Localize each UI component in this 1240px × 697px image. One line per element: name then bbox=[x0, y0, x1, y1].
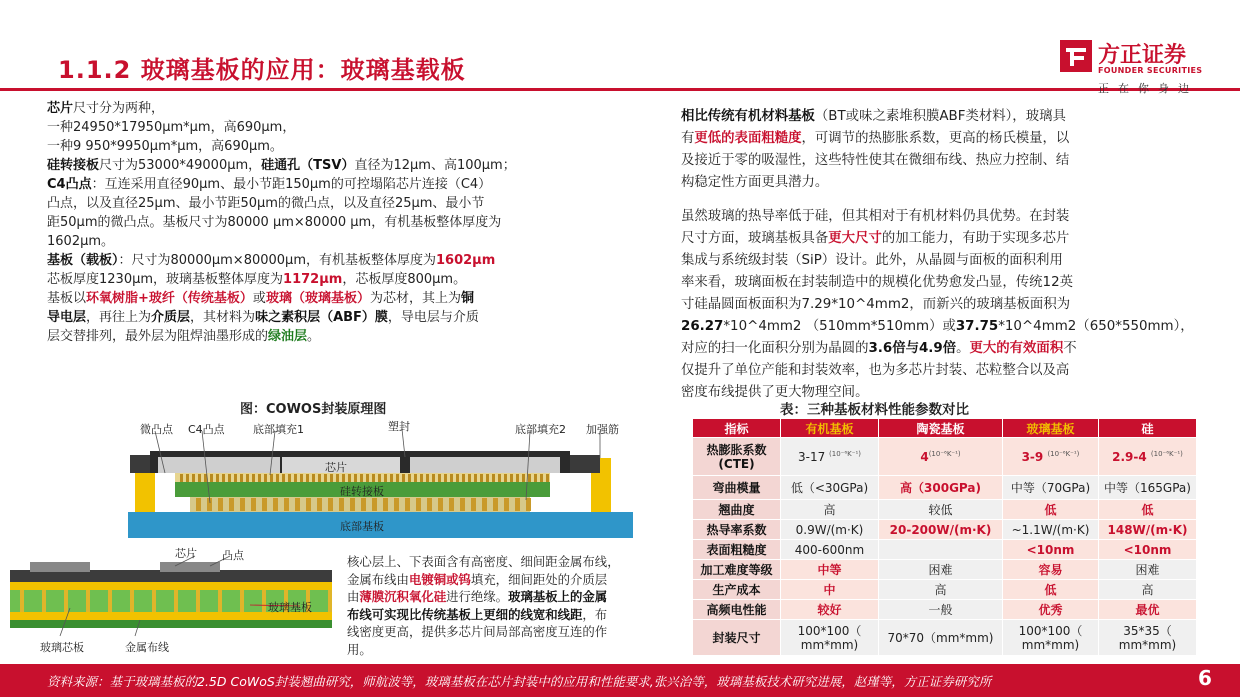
label-stiffener: 加强筋 bbox=[586, 423, 619, 436]
c4-bump bbox=[361, 498, 366, 511]
logo-name: 方正证券 bbox=[1098, 43, 1187, 68]
micro-bump bbox=[384, 474, 387, 482]
micro-bump bbox=[282, 474, 285, 482]
c4-bump bbox=[449, 498, 454, 511]
text-line: 寸硅晶圆面板面积为7.29*10^4mm2，而新兴的玻璃基板面积为 bbox=[681, 297, 1071, 312]
table-row: 封装尺寸 100*100（ mm*mm) 70*70（mm*mm) 100*100（ mm*mm) 35*35（ mm*mm) bbox=[693, 620, 1197, 656]
text-line: 硅转接板尺寸为53000*49000μm，硅通孔（TSV）直径为12μm、高100μm； bbox=[47, 158, 516, 173]
micro-bump bbox=[318, 474, 321, 482]
label-chip: 芯片 bbox=[175, 547, 197, 560]
micro-bump bbox=[198, 474, 201, 482]
micro-bump bbox=[540, 474, 543, 482]
glass-via bbox=[130, 590, 134, 612]
micro-bump bbox=[246, 474, 249, 482]
glass-via bbox=[328, 590, 332, 612]
text-line: 构稳定性方面更具潜力。 bbox=[681, 175, 829, 190]
text-line: 布线可实现比传统基板上更细的线宽和线距，布 bbox=[347, 606, 608, 622]
table-row: 表面粗糙度 400-600nm <10nm <10nm bbox=[693, 540, 1197, 560]
glass-substrate-description bbox=[347, 553, 679, 659]
micro-bump bbox=[396, 474, 399, 482]
text-line: 用。 bbox=[347, 641, 372, 657]
text-line: 虽然玻璃的热导率低于硅，但其相对于有机材料仍具优势。在封装 bbox=[681, 209, 1070, 224]
micro-bump bbox=[228, 474, 231, 482]
table-row: 热导率系数 0.9W/(m·K) 20-200W/(m·K) ~1.1W/(m·K) 148W/(m·K) bbox=[693, 520, 1197, 540]
text-line: 芯片尺寸分为两种， bbox=[47, 101, 165, 116]
figure-caption: 图：COWOS封装原理图 bbox=[240, 402, 387, 417]
table-row: 翘曲度 高 较低 低 低 bbox=[693, 500, 1197, 520]
c4-bump bbox=[405, 498, 410, 511]
micro-bump bbox=[498, 474, 501, 482]
table-header-row bbox=[693, 419, 1197, 438]
micro-bump bbox=[306, 474, 309, 482]
glass-substrate-diagram bbox=[0, 548, 345, 663]
label-bump: 凸点 bbox=[222, 549, 244, 562]
table-row: 热膨胀系数 (CTE) 3-17 $^{(10^{-6}K^{-1})}$ $4^{(10^{-6}K^{-1})}$ 3-9 $^{(10^{-6}K^{-1})}$ 2.9-4 $^{(10^{-6}K^{-1})}$ bbox=[693, 438, 1197, 476]
header-silicon: 硅 bbox=[1099, 419, 1197, 438]
micro-bump bbox=[348, 474, 351, 482]
c4-bump bbox=[262, 498, 267, 511]
table-caption: 表：三种基板材料性能参数对比 bbox=[780, 402, 969, 418]
title-divider bbox=[0, 88, 1240, 91]
micro-bump bbox=[336, 474, 339, 482]
c4-bump bbox=[383, 498, 388, 511]
page-title: 1.1.2 玻璃基板的应用：玻璃基载板 bbox=[58, 56, 466, 84]
micro-bump bbox=[294, 474, 297, 482]
text-line: 导电层，再往上为介质层，其材料为味之素积层（ABF）膜，导电层与介质 bbox=[47, 310, 479, 325]
c4-bump bbox=[328, 498, 333, 511]
micro-bump bbox=[180, 474, 183, 482]
c4-bump bbox=[306, 498, 311, 511]
c4-bump bbox=[515, 498, 520, 511]
micro-bump bbox=[210, 474, 213, 482]
micro-bump bbox=[252, 474, 255, 482]
text-line: 有更低的表面粗糙度，可调节的热膨胀系数，更高的杨氏模量，以 bbox=[681, 131, 1070, 146]
c4-bump bbox=[240, 498, 245, 511]
text-line: 及接近于零的吸湿性，这些特性使其在微细布线、热应力控制、结 bbox=[681, 153, 1070, 168]
text-line: 尺寸方面，玻璃基板具备更大尺寸的加工能力，有助于实现多芯片 bbox=[681, 231, 1070, 246]
micro-bump bbox=[474, 474, 477, 482]
text-line: 金属布线由电镀铜或钨填充，细间距处的介质层 bbox=[347, 571, 608, 587]
micro-bump bbox=[402, 474, 405, 482]
label-chip: 芯片 bbox=[325, 461, 347, 474]
label-c4-bump: C4凸点 bbox=[188, 423, 225, 436]
glass-via bbox=[218, 590, 222, 612]
micro-bump bbox=[234, 474, 237, 482]
label-micro-bump: 微凸点 bbox=[140, 423, 173, 436]
c4-bump bbox=[317, 498, 322, 511]
text-line: 核心层上、下表面含有高密度、细间距金属布线， bbox=[347, 554, 620, 569]
c4-bump bbox=[504, 498, 509, 511]
label-metal-wire: 金属布线 bbox=[125, 641, 169, 654]
micro-bump bbox=[462, 474, 465, 482]
text-line: 一种9 950*9950μm*μm，高690μm。 bbox=[47, 139, 283, 154]
c4-bump bbox=[350, 498, 355, 511]
micro-bump bbox=[300, 474, 303, 482]
text-line: 凸点，以及直径25μm、最小节距50μm的微凸点，以及直径25μm、最小节 bbox=[47, 196, 485, 211]
micro-bump bbox=[222, 474, 225, 482]
cowos-diagram bbox=[110, 415, 650, 550]
label-underfill1: 底部填充1 bbox=[253, 423, 304, 436]
micro-bump bbox=[492, 474, 495, 482]
c4-bump bbox=[427, 498, 432, 511]
c4-bump bbox=[416, 498, 421, 511]
text-line: 距50μm的微凸点。基板尺寸为80000 μm×80000 μm，有机基板整体厚度为 bbox=[47, 215, 502, 230]
header-organic: 有机基板 bbox=[781, 419, 879, 438]
c4-bump bbox=[284, 498, 289, 511]
header-glass: 玻璃基板 bbox=[1003, 419, 1099, 438]
c4-bump bbox=[471, 498, 476, 511]
micro-bump bbox=[192, 474, 195, 482]
header-metric: 指标 bbox=[693, 419, 781, 438]
c4-bump bbox=[482, 498, 487, 511]
glass-via bbox=[196, 590, 200, 612]
micro-bump bbox=[342, 474, 345, 482]
micro-bump bbox=[516, 474, 519, 482]
c4-bump bbox=[394, 498, 399, 511]
c4-bump bbox=[460, 498, 465, 511]
micro-bump bbox=[450, 474, 453, 482]
table-row: 生产成本 中 高 低 高 bbox=[693, 580, 1197, 600]
glass-via bbox=[262, 590, 266, 612]
micro-bump bbox=[324, 474, 327, 482]
c4-bump bbox=[196, 498, 201, 511]
table-row: 弯曲模量 低（<30GPa) 高（300GPa) 中等（70GPa) 中等（165GPa) bbox=[693, 476, 1197, 500]
micro-bump bbox=[360, 474, 363, 482]
logo-english-name: FOUNDER SECURITIES bbox=[1098, 66, 1203, 75]
founder-logo-icon bbox=[1060, 40, 1092, 72]
label-interposer: 硅转接板 bbox=[340, 485, 384, 498]
micro-bump bbox=[528, 474, 531, 482]
table-row: 加工难度等级 中等 困难 容易 困难 bbox=[693, 560, 1197, 580]
label-mold: 塑封 bbox=[388, 420, 410, 433]
glass-via bbox=[86, 590, 90, 612]
micro-bump bbox=[276, 474, 279, 482]
text-line: 芯板厚度1230μm，玻璃基板整体厚度为1172μm，芯板厚度800μm。 bbox=[47, 272, 467, 287]
micro-bump bbox=[504, 474, 507, 482]
label-underfill2: 底部填充2 bbox=[515, 423, 566, 436]
right-text-block bbox=[681, 106, 1206, 404]
micro-bump bbox=[312, 474, 315, 482]
glass-via bbox=[108, 590, 112, 612]
micro-bump bbox=[330, 474, 333, 482]
c4-bump bbox=[273, 498, 278, 511]
micro-bump bbox=[426, 474, 429, 482]
material-comparison-table bbox=[692, 418, 1197, 656]
micro-bump bbox=[414, 474, 417, 482]
label-substrate: 底部基板 bbox=[340, 520, 384, 533]
micro-bump bbox=[264, 474, 267, 482]
text-line: 仅提升了单位产能和封装效率，也为多芯片封装、芯粒整合以及高 bbox=[681, 363, 1070, 378]
micro-bump bbox=[390, 474, 393, 482]
micro-bump bbox=[456, 474, 459, 482]
c4-bump bbox=[251, 498, 256, 511]
micro-bump bbox=[546, 474, 549, 482]
micro-bump bbox=[444, 474, 447, 482]
micro-bump bbox=[510, 474, 513, 482]
micro-bump bbox=[216, 474, 219, 482]
micro-bump bbox=[480, 474, 483, 482]
glass-via bbox=[64, 590, 68, 612]
c4-bump bbox=[372, 498, 377, 511]
glass-via bbox=[20, 590, 24, 612]
micro-bump bbox=[486, 474, 489, 482]
text-line: 一种24950*17950μm*μm，高690μm， bbox=[47, 120, 296, 135]
micro-bump bbox=[432, 474, 435, 482]
text-line: 由薄膜沉积氧化硅进行绝缘。玻璃基板上的金属 bbox=[347, 589, 608, 605]
left-text-block bbox=[47, 99, 642, 346]
c4-bump bbox=[526, 498, 531, 511]
text-line: 率来看，玻璃面板在封装制造中的规模化优势愈发凸显，传统12英 bbox=[681, 275, 1073, 290]
c4-bump bbox=[218, 498, 223, 511]
text-line: 1602μm。 bbox=[47, 234, 115, 249]
label-glass-substrate: 玻璃基板 bbox=[268, 601, 312, 614]
text-line: C4凸点：互连采用直径90μm、最小节距150μm的可控塌陷芯片连接（C4） bbox=[47, 177, 492, 192]
glass-via bbox=[42, 590, 46, 612]
company-logo bbox=[1060, 38, 1210, 98]
micro-bump bbox=[420, 474, 423, 482]
micro-bump bbox=[408, 474, 411, 482]
micro-bump bbox=[258, 474, 261, 482]
label-glass-core: 玻璃芯板 bbox=[40, 641, 84, 654]
text-line: 26.27*10^4mm2 （510mm*510mm）或37.75*10^4mm2（650*550mm）， bbox=[681, 319, 1194, 334]
micro-bump bbox=[522, 474, 525, 482]
footer-source: 资料来源：基于玻璃基板的2.5D CoWoS封装翘曲研究，师航波等，玻璃基板在芯片封装中的应用和性能要求,张兴治等，玻璃基板技术研究进展，赵瑾等，方正证券研究所 bbox=[47, 674, 992, 689]
micro-bump bbox=[378, 474, 381, 482]
c4-bump bbox=[493, 498, 498, 511]
micro-bump bbox=[240, 474, 243, 482]
text-line: 基板以环氧树脂+玻纤（传统基板）或玻璃（玻璃基板）为芯材，其上为铜 bbox=[47, 291, 474, 306]
text-line: 基板（载板）：尺寸为80000μm×80000μm，有机基板整体厚度为1602μm bbox=[47, 253, 496, 268]
micro-bump bbox=[270, 474, 273, 482]
micro-bump bbox=[366, 474, 369, 482]
c4-bump bbox=[229, 498, 234, 511]
micro-bump bbox=[372, 474, 375, 482]
micro-bump bbox=[288, 474, 291, 482]
glass-via bbox=[240, 590, 244, 612]
table-row: 高频电性能 较好 一般 优秀 最优 bbox=[693, 600, 1197, 620]
page-number: 6 bbox=[1198, 666, 1212, 690]
micro-bump bbox=[438, 474, 441, 482]
text-line: 层交替排列，最外层为阻焊油墨形成的绿油层。 bbox=[47, 329, 321, 344]
c4-bump bbox=[438, 498, 443, 511]
text-line: 对应的扫一化面积分别为晶圆的3.6倍与4.9倍。更大的有效面积不 bbox=[681, 341, 1077, 356]
glass-via bbox=[174, 590, 178, 612]
text-line: 集成与系统级封装（SiP）设计。此外，从晶圆与面板的面积利用 bbox=[681, 253, 1063, 268]
text-line: 密度布线提供了更大物理空间。 bbox=[681, 385, 869, 400]
c4-bump bbox=[339, 498, 344, 511]
row-label: 热膨胀系数 (CTE) bbox=[693, 438, 781, 476]
header-ceramic: 陶瓷基板 bbox=[879, 419, 1003, 438]
text-line: 相比传统有机材料基板（BT或味之素堆积膜ABF类材料），玻璃具 bbox=[681, 109, 1066, 124]
micro-bump bbox=[354, 474, 357, 482]
micro-bump bbox=[186, 474, 189, 482]
glass-via bbox=[152, 590, 156, 612]
text-line: 线密度更高，提供多芯片间局部高密度互连的作 bbox=[347, 624, 608, 640]
logo-slogan: 正在你身边 bbox=[1098, 82, 1198, 95]
micro-bump bbox=[534, 474, 537, 482]
micro-bump bbox=[468, 474, 471, 482]
c4-bump bbox=[295, 498, 300, 511]
